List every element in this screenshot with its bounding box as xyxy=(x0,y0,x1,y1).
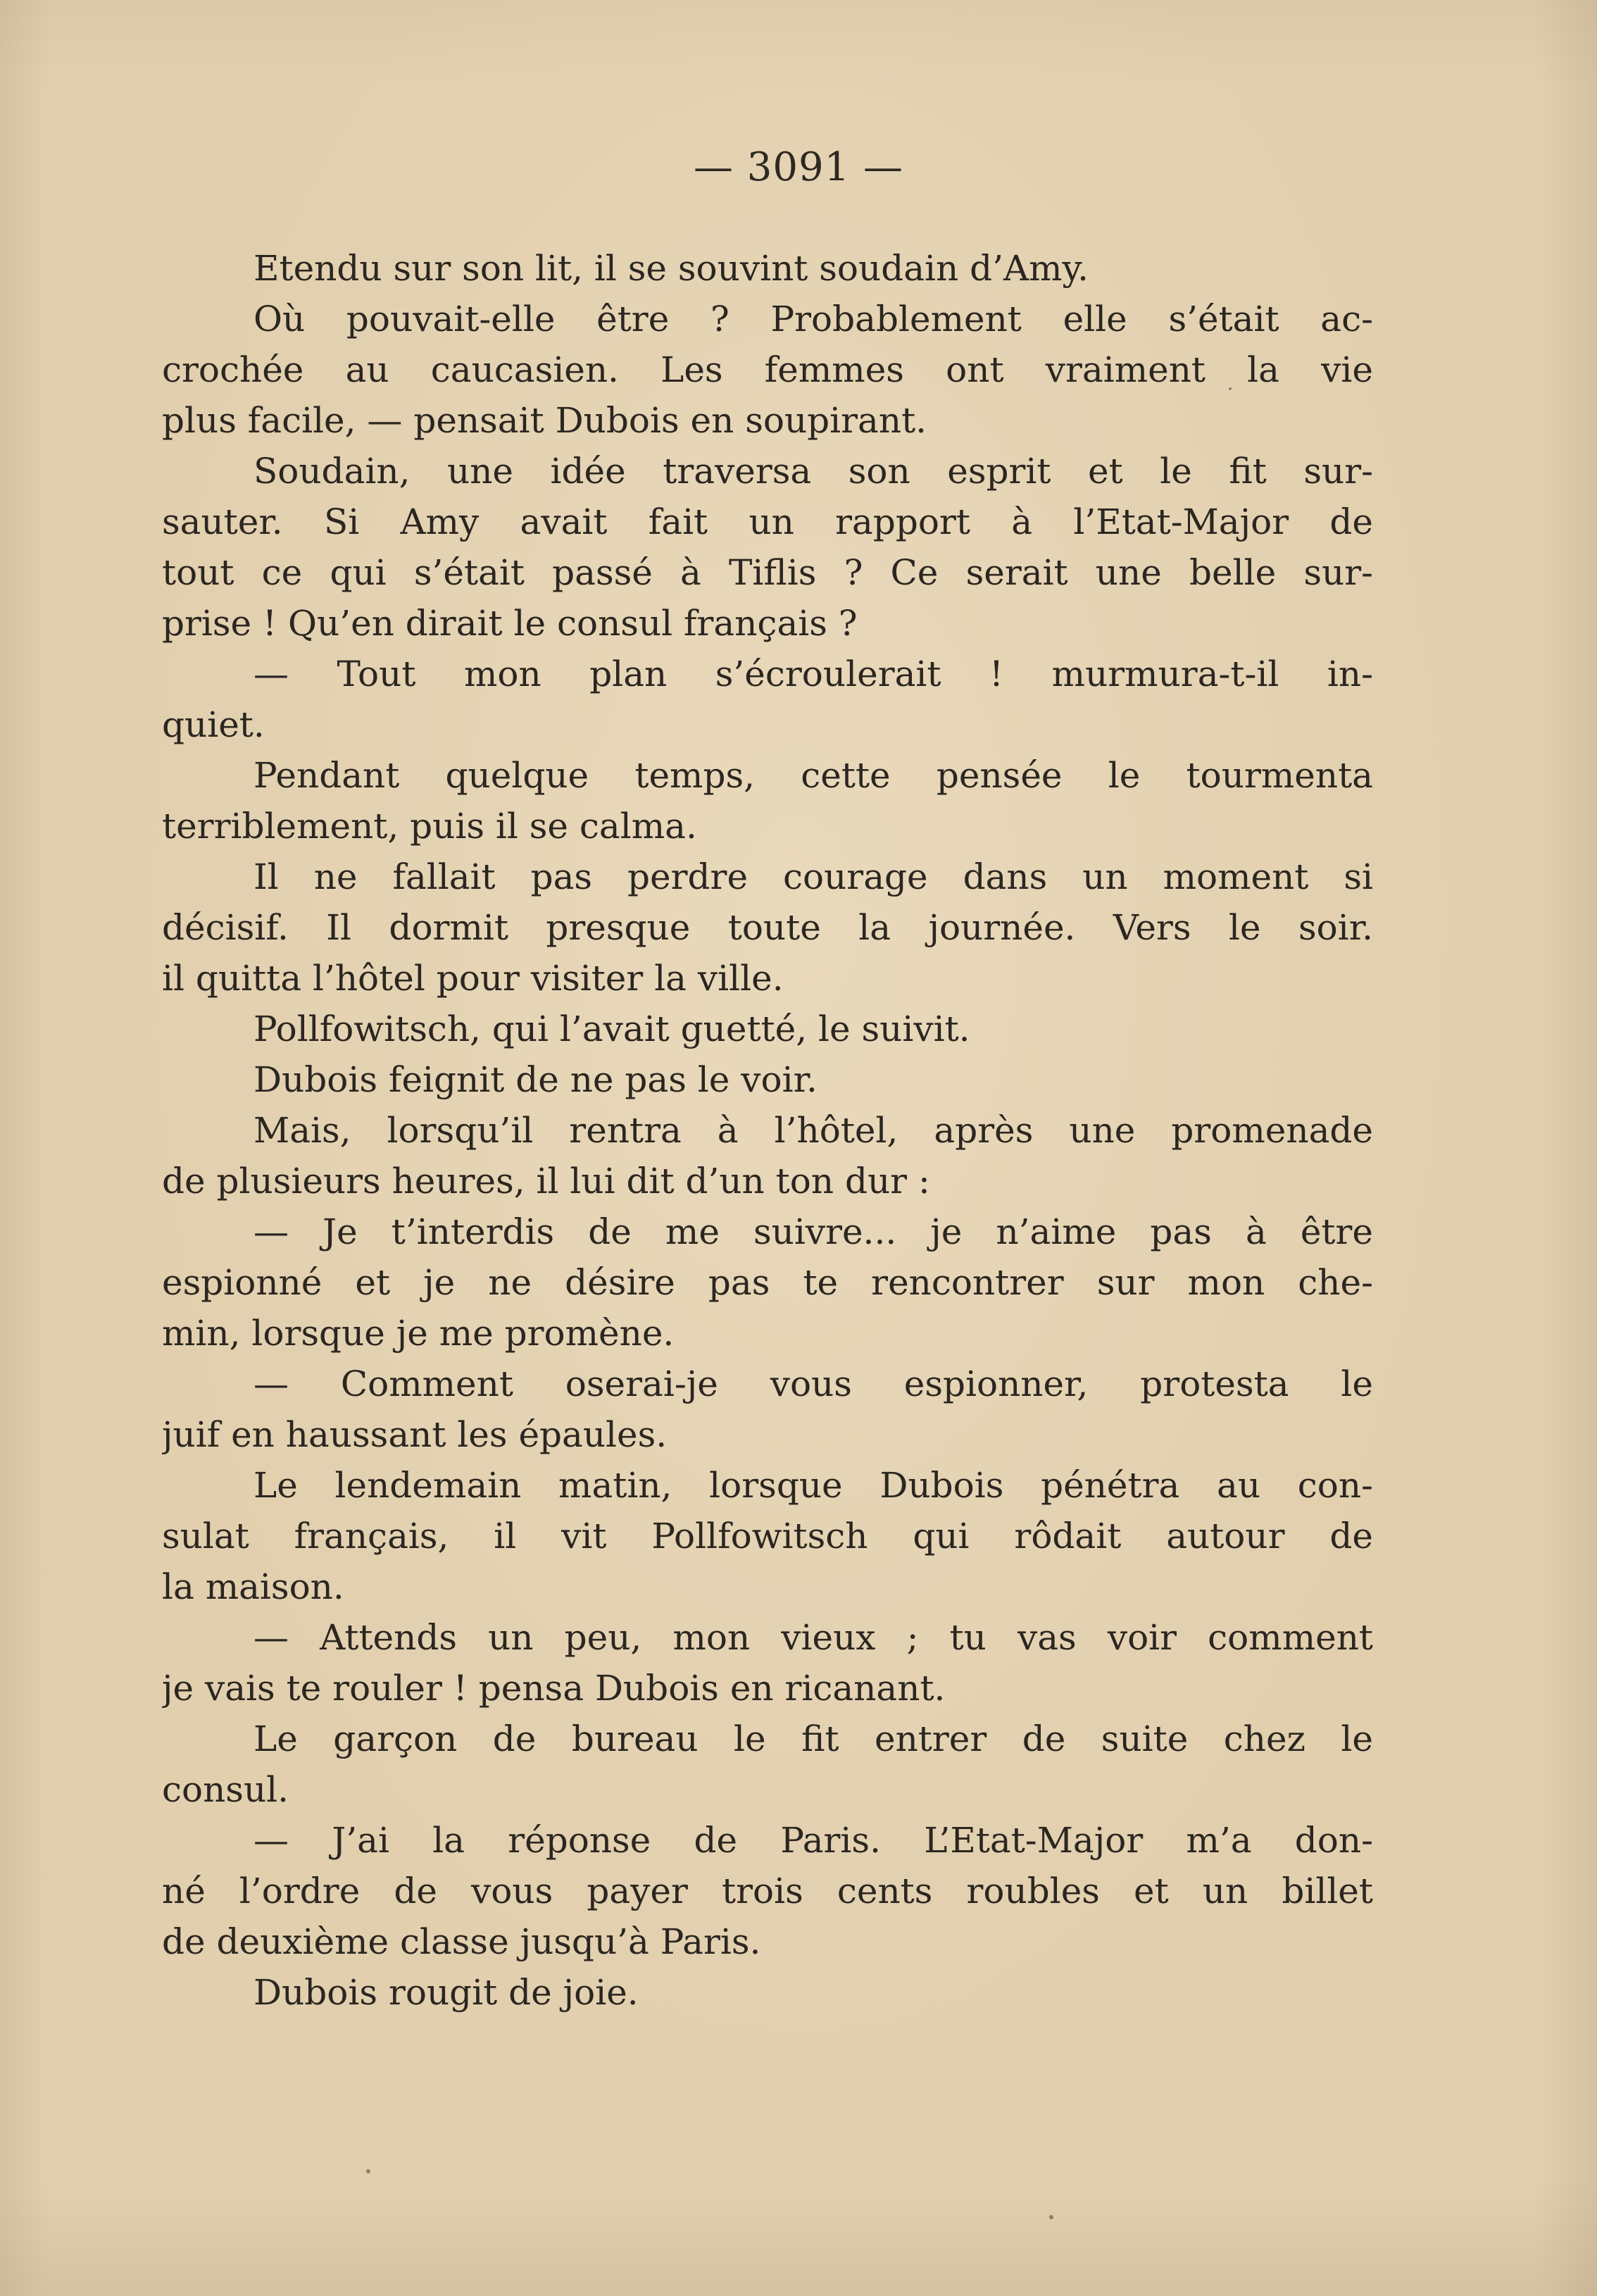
text-line: Soudain, une idée traversa son esprit et le fit sur- xyxy=(253,451,1373,492)
text-line: — Je t’interdis de me suivre... je n’aime pas à être xyxy=(253,1211,1373,1252)
text-line: Où pouvait-elle être ? Probablement elle s’était ac- xyxy=(253,299,1373,339)
text-line: la maison. xyxy=(162,1566,344,1607)
text-line: sulat français, il vit Pollfowitsch qui rôdait autour de xyxy=(162,1516,1373,1556)
text-line: — Attends un peu, mon vieux ; tu vas voir comment xyxy=(253,1617,1373,1658)
text-line: — Comment oserai-je vous espionner, protesta le xyxy=(253,1364,1373,1404)
paper-speck xyxy=(366,2169,370,2173)
text-line: crochée au caucasien. Les femmes ont vraiment la vie xyxy=(162,349,1373,390)
text-line: il quitta l’hôtel pour visiter la ville. xyxy=(162,958,784,999)
text-line: Pollfowitsch, qui l’avait guetté, le suivit. xyxy=(253,1009,970,1049)
text-line: Le garçon de bureau le fit entrer de suite chez le xyxy=(253,1718,1373,1759)
text-line: prise ! Qu’en dirait le consul français ? xyxy=(162,603,858,644)
text-line: Dubois rougit de joie. xyxy=(253,1972,639,2013)
text-line: Etendu sur son lit, il se souvint soudain d’Amy. xyxy=(253,248,1089,289)
body-text xyxy=(162,243,1373,2018)
text-line: Mais, lorsqu’il rentra à l’hôtel, après une promenade xyxy=(253,1110,1373,1151)
text-line: — J’ai la réponse de Paris. L’Etat-Major m’a don- xyxy=(253,1820,1373,1861)
text-line: espionné et je ne désire pas te rencontrer sur mon che- xyxy=(162,1262,1373,1303)
text-line: de deuxième classe jusqu’à Paris. xyxy=(162,1921,761,1962)
text-line: juif en haussant les épaules. xyxy=(162,1414,668,1455)
text-line: Le lendemain matin, lorsque Dubois pénétra au con- xyxy=(253,1465,1373,1506)
text-line: de plusieurs heures, il lui dit d’un ton dur : xyxy=(162,1161,930,1202)
text-line: décisif. Il dormit presque toute la journée. Vers le soir. xyxy=(162,907,1373,948)
text-line: Il ne fallait pas perdre courage dans un moment si xyxy=(253,856,1373,897)
text-line: né l’ordre de vous payer trois cents roubles et un billet xyxy=(162,1871,1373,1911)
text-line: terriblement, puis il se calma. xyxy=(162,806,697,847)
text-line: Pendant quelque temps, cette pensée le tourmenta xyxy=(253,755,1373,796)
text-line: plus facile, — pensait Dubois en soupirant. xyxy=(162,400,927,441)
paper-speck xyxy=(1049,2215,1053,2219)
text-line: min, lorsque je me promène. xyxy=(162,1313,675,1354)
text-line: tout ce qui s’était passé à Tiflis ? Ce serait une belle sur- xyxy=(162,552,1373,593)
text-line: quiet. xyxy=(162,704,265,745)
text-line: Dubois feignit de ne pas le voir. xyxy=(253,1059,818,1100)
text-line: — Tout mon plan s’écroulerait ! murmura-t-il in- xyxy=(253,654,1373,694)
text-line: consul. xyxy=(162,1769,289,1810)
text-line: sauter. Si Amy avait fait un rapport à l’Etat-Major de xyxy=(162,501,1373,542)
text-line: je vais te rouler ! pensa Dubois en ricanant. xyxy=(162,1668,946,1709)
page-number: — 3091 — xyxy=(693,144,904,190)
